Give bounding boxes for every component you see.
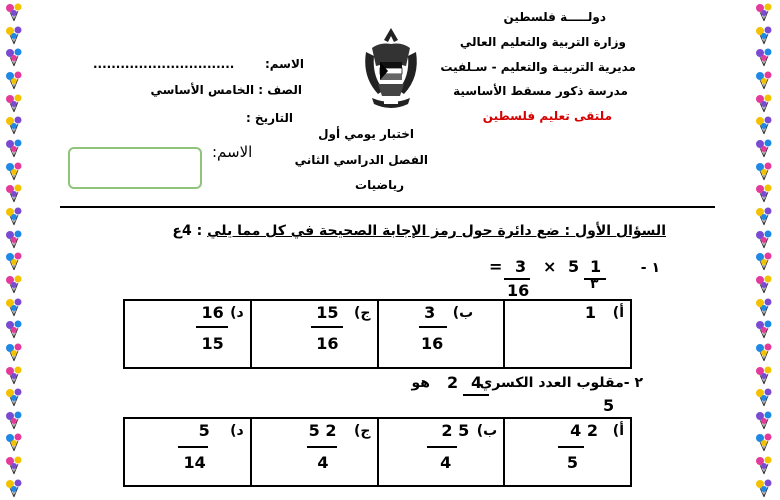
option-top: 2 4 xyxy=(570,421,598,440)
option-top: 3 xyxy=(424,303,436,322)
palestine-emblem xyxy=(358,22,424,114)
balloon-decoration-icon xyxy=(4,319,26,339)
balloon-decoration-icon xyxy=(754,206,776,226)
option-letter: ج) xyxy=(354,423,371,439)
item2-option-a[interactable] xyxy=(504,418,631,486)
option-letter: أ) xyxy=(612,305,624,321)
balloon-decoration-icon xyxy=(4,274,26,294)
option-letter: د) xyxy=(230,305,244,321)
exam-title: اختبار يومي أول xyxy=(318,127,414,141)
option-bottom: 16 xyxy=(420,334,444,353)
balloon-decoration-icon xyxy=(4,229,26,249)
header-school: مدرسة ذكور مسقط الأساسية xyxy=(453,84,628,98)
option-fraction-bar xyxy=(419,326,447,328)
balloon-decoration-icon xyxy=(4,251,26,271)
item1-option-d[interactable] xyxy=(124,300,251,368)
question-title xyxy=(172,223,666,239)
balloon-decoration-icon xyxy=(754,229,776,249)
name-dots: ............................... xyxy=(93,57,235,71)
balloon-decoration-icon xyxy=(754,455,776,475)
balloon-decoration-icon xyxy=(4,410,26,430)
balloon-decoration-icon xyxy=(4,93,26,113)
header-country: دولـــــة فلسطين xyxy=(503,10,606,24)
balloon-decoration-icon xyxy=(754,115,776,135)
question-marks: : 4ع xyxy=(172,223,203,239)
balloon-decoration-icon xyxy=(754,47,776,67)
item2-num: 4 xyxy=(471,373,483,392)
option-top: 5 xyxy=(198,421,210,440)
option-top: 2 5 xyxy=(308,421,337,440)
name-box-label: الاسم: xyxy=(212,143,253,161)
option-top: 16 xyxy=(201,303,224,322)
balloon-decoration-icon xyxy=(4,432,26,452)
balloon-decoration-icon xyxy=(754,319,776,339)
question-title-text: السؤال الأول : ضع دائرة حول رمز الإجابة الصحيحة في كل مما يلي xyxy=(207,223,666,239)
balloon-decoration-icon xyxy=(4,342,26,362)
balloon-decoration-icon xyxy=(4,47,26,67)
option-letter: د) xyxy=(230,423,244,439)
item2-option-b[interactable] xyxy=(378,418,505,486)
option-letter: ب) xyxy=(476,423,498,439)
balloon-decoration-icon xyxy=(4,70,26,90)
date-label: التاريخ : xyxy=(245,111,293,125)
item1-equals: = xyxy=(489,257,503,276)
item1-option-b[interactable] xyxy=(378,300,505,368)
exam-semester: الفصل الدراسي الثاني xyxy=(294,153,428,167)
option-bottom: 14 xyxy=(183,453,206,472)
option-fraction-bar xyxy=(427,446,457,448)
item2-options-table xyxy=(123,417,632,487)
header-forum: ملتقى تعليم فلسطين xyxy=(482,109,612,123)
item2-fraction-bar xyxy=(463,394,489,396)
item2-text: ٢ -مقلوب العدد الكسري xyxy=(479,375,643,391)
item1-mixed-num: 1 xyxy=(590,257,602,276)
item2-option-c[interactable] xyxy=(251,418,378,486)
balloon-decoration-icon xyxy=(4,2,26,22)
item1-frac-den: 16 xyxy=(507,281,530,300)
balloon-decoration-icon xyxy=(4,115,26,135)
balloon-decoration-icon xyxy=(754,161,776,181)
balloon-decoration-icon xyxy=(754,410,776,430)
option-letter: ب) xyxy=(452,305,474,321)
item1-mixed-den: ٣ xyxy=(590,276,599,292)
item2-option-d[interactable] xyxy=(124,418,251,486)
item2-whole: 2 xyxy=(447,373,459,392)
left-border-decoration xyxy=(2,0,28,500)
balloon-decoration-icon xyxy=(754,183,776,203)
balloon-decoration-icon xyxy=(4,25,26,45)
balloon-decoration-icon xyxy=(4,478,26,498)
balloon-decoration-icon xyxy=(4,387,26,407)
balloon-decoration-icon xyxy=(4,183,26,203)
grade-label: الصف : الخامس الأساسي xyxy=(150,83,302,97)
balloon-decoration-icon xyxy=(4,138,26,158)
balloon-decoration-icon xyxy=(4,365,26,385)
option-bottom: 16 xyxy=(316,334,339,353)
item1-number: ١ - xyxy=(640,260,660,276)
item1-option-c[interactable] xyxy=(251,300,378,368)
option-bottom: 5 xyxy=(566,453,578,472)
option-fraction-bar xyxy=(178,446,208,448)
balloon-decoration-icon xyxy=(4,455,26,475)
option-top: 1 xyxy=(584,303,596,322)
header-directorate: مديرية التربيـة والتعليم - سـلفيت xyxy=(440,60,636,74)
name-label: الاسم: xyxy=(264,57,304,71)
balloon-decoration-icon xyxy=(4,297,26,317)
item2-den: 5 xyxy=(603,396,615,415)
balloon-decoration-icon xyxy=(754,432,776,452)
item1-mixed-whole: 5 xyxy=(568,257,580,276)
item1-frac-num: 3 xyxy=(515,257,527,276)
balloon-decoration-icon xyxy=(754,274,776,294)
item2-ho: هو xyxy=(411,375,430,391)
balloon-decoration-icon xyxy=(754,297,776,317)
option-fraction-bar xyxy=(558,446,584,448)
balloon-decoration-icon xyxy=(754,25,776,45)
balloon-decoration-icon xyxy=(754,70,776,90)
item1-fraction-bar xyxy=(504,278,530,280)
option-fraction-bar xyxy=(311,326,343,328)
balloon-decoration-icon xyxy=(754,342,776,362)
option-letter: أ) xyxy=(612,423,624,439)
item1-option-a[interactable] xyxy=(504,300,631,368)
balloon-decoration-icon xyxy=(754,365,776,385)
balloon-decoration-icon xyxy=(754,251,776,271)
balloon-decoration-icon xyxy=(754,2,776,22)
option-bottom: 15 xyxy=(201,334,224,353)
exam-subject: رياضيات xyxy=(355,178,404,192)
header-ministry: وزارة التربية والتعليم العالي xyxy=(459,35,626,49)
option-letter: ج) xyxy=(354,305,371,321)
balloon-decoration-icon xyxy=(4,161,26,181)
header-divider xyxy=(60,206,715,208)
balloon-decoration-icon xyxy=(754,138,776,158)
option-top: 15 xyxy=(316,303,339,322)
option-fraction-bar xyxy=(307,446,337,448)
option-bottom: 4 xyxy=(317,453,329,472)
balloon-decoration-icon xyxy=(4,206,26,226)
student-name-box[interactable] xyxy=(68,147,202,189)
right-border-decoration xyxy=(752,0,778,500)
option-top: 5 2 xyxy=(441,421,470,440)
balloon-decoration-icon xyxy=(754,93,776,113)
balloon-decoration-icon xyxy=(754,478,776,498)
item1-times: × xyxy=(543,257,557,276)
option-fraction-bar xyxy=(196,326,228,328)
option-bottom: 4 xyxy=(440,453,452,472)
balloon-decoration-icon xyxy=(754,387,776,407)
item1-options-table xyxy=(123,299,632,369)
